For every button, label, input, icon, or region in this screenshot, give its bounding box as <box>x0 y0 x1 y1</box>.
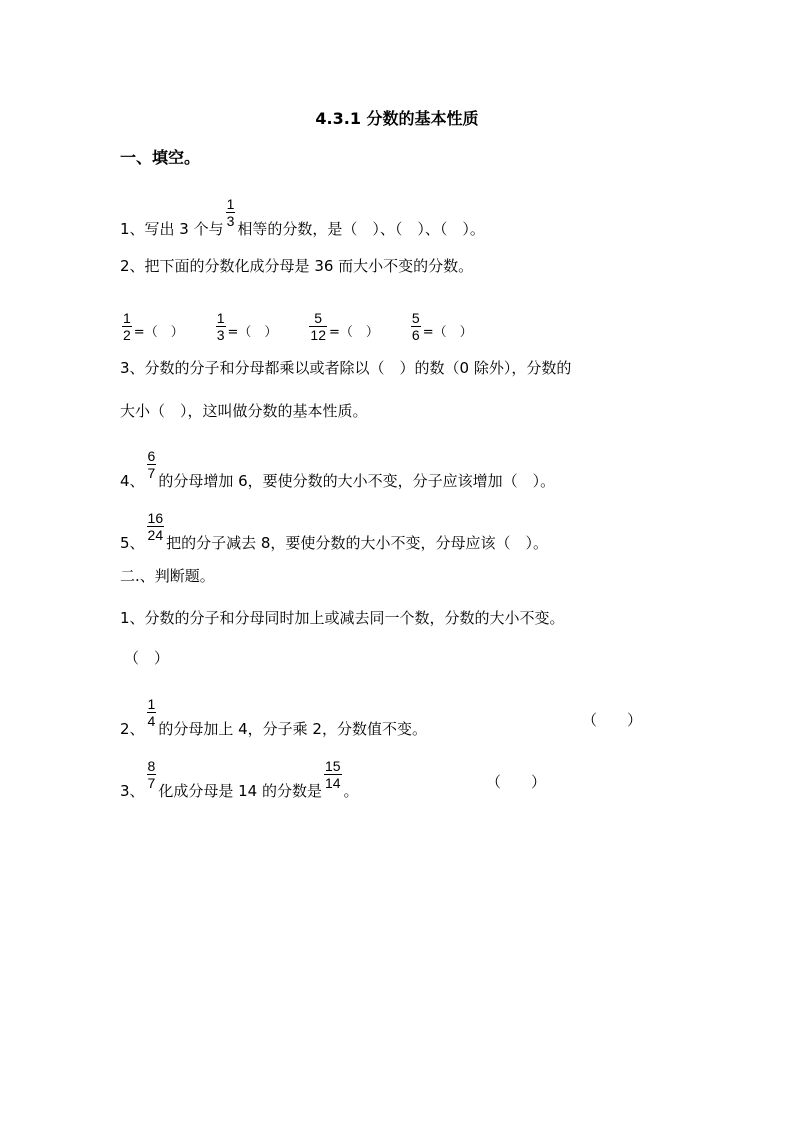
page-title: 4.3.1 分数的基本性质 <box>315 109 479 128</box>
q5-suffix: 把的分子减去 8，要使分数的大小不变，分母应该（ ）。 <box>166 534 548 552</box>
numerator: 1 <box>216 310 225 326</box>
q1-prefix: 1、写出 3 个与 <box>120 220 224 238</box>
fraction-8-7 <box>147 758 157 791</box>
answer-blank: =（ ） <box>133 325 184 340</box>
judge-question-2 <box>120 696 427 743</box>
numerator: 1 <box>226 196 235 212</box>
numerator: 16 <box>147 510 164 526</box>
jq2-prefix: 2、 <box>120 720 145 738</box>
denominator: 7 <box>147 775 156 791</box>
answer-blank: =（ ） <box>422 325 473 340</box>
denominator: 6 <box>411 327 420 343</box>
fraction-1-3 <box>216 310 226 343</box>
denominator: 24 <box>147 527 164 543</box>
question-2-items <box>120 310 473 343</box>
denominator: 3 <box>216 327 225 343</box>
jq2-suffix: 的分母加上 4，分子乘 2，分数值不变。 <box>158 720 427 738</box>
numerator: 15 <box>324 758 341 774</box>
fraction-16-24 <box>147 510 165 543</box>
question-1 <box>120 196 485 243</box>
judge-question-1-line-1: 1、分数的分子和分母同时加上或减去同一个数，分数的大小不变。 <box>120 609 565 627</box>
denominator: 7 <box>147 465 156 481</box>
numerator: 5 <box>411 310 420 326</box>
judge-question-3-bracket: （ ） <box>486 773 547 791</box>
numerator: 1 <box>147 696 156 712</box>
question-2: 2、把下面的分数化成分母是 36 而大小不变的分数。 <box>120 257 474 275</box>
question-5 <box>120 510 548 557</box>
fraction-1-4 <box>147 696 157 729</box>
jq3-suffix: 。 <box>343 782 359 800</box>
jq3-prefix: 3、 <box>120 782 145 800</box>
fraction-15-14 <box>324 758 342 791</box>
fraction-1-3 <box>226 196 236 229</box>
section-heading-true-false: 二.、判断题。 <box>120 567 215 585</box>
judge-question-1-bracket: （ ） <box>124 649 170 667</box>
q4-suffix: 的分母增加 6，要使分数的大小不变，分子应该增加（ ）。 <box>158 472 556 490</box>
denominator: 2 <box>123 327 131 343</box>
answer-blank: =（ ） <box>328 325 379 340</box>
fraction-6-7 <box>147 448 157 481</box>
answer-blank: =（ ） <box>227 325 278 340</box>
q4-prefix: 4、 <box>120 472 145 490</box>
fraction-5-12 <box>309 310 327 343</box>
question-3-line-2: 大小（ ），这叫做分数的基本性质。 <box>120 402 368 420</box>
denominator: 3 <box>226 213 235 229</box>
q1-suffix: 相等的分数，是（ ）、（ ）、（ ）。 <box>237 220 485 238</box>
numerator: 1 <box>123 310 131 326</box>
judge-question-3 <box>120 758 359 805</box>
fraction-1-2 <box>122 310 132 343</box>
denominator: 4 <box>147 713 156 729</box>
jq3-middle: 化成分母是 14 的分数是 <box>158 782 322 800</box>
question-4 <box>120 448 556 495</box>
section-heading-fill-blank: 一、填空。 <box>120 148 201 167</box>
q5-prefix: 5、 <box>120 534 145 552</box>
numerator: 8 <box>147 758 156 774</box>
fraction-5-6 <box>411 310 421 343</box>
judge-question-2-bracket: （ ） <box>582 711 643 729</box>
numerator: 5 <box>309 310 327 327</box>
denominator: 12 <box>310 327 326 343</box>
numerator: 6 <box>147 448 156 464</box>
denominator: 14 <box>324 775 341 791</box>
question-3-line-1: 3、分数的分子和分母都乘以或者除以（ ）的数（0 除外），分数的 <box>120 359 572 377</box>
